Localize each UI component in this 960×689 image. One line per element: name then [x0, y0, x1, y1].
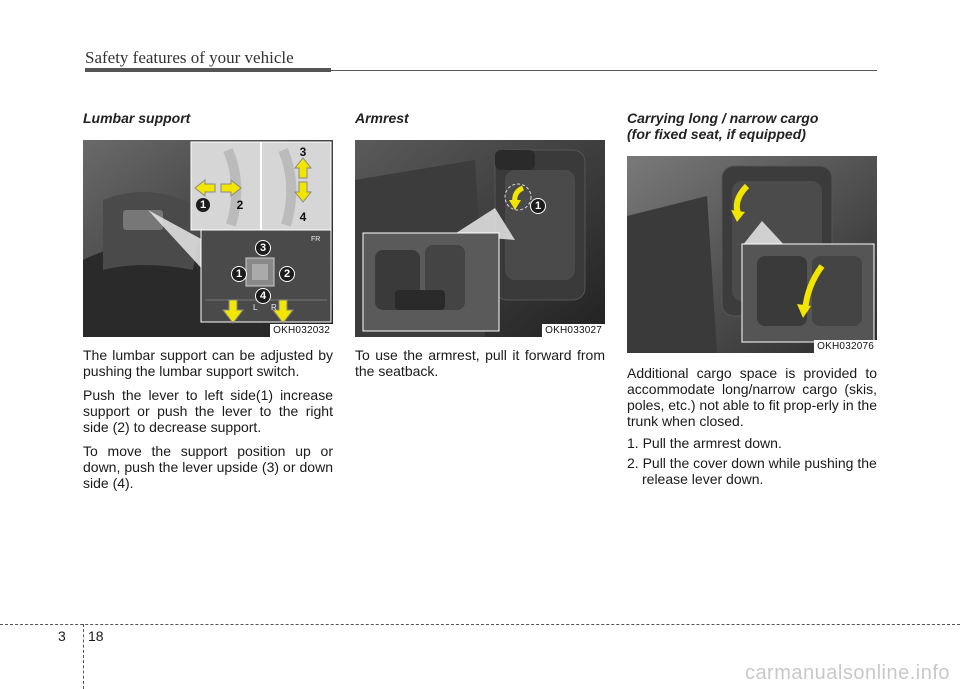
- lumbar-support-illustration: [83, 140, 333, 337]
- paragraph: The lumbar support can be adjusted by pushing the lumbar support switch.: [83, 347, 333, 379]
- footer-divider: [83, 624, 84, 689]
- section-title: Lumbar support: [83, 110, 191, 126]
- section-title-line2: (for fixed seat, if equipped): [627, 126, 806, 142]
- section-carrying-long-cargo: [627, 110, 877, 491]
- list-item: 1. Pull the armrest down.: [627, 435, 782, 451]
- list-item: 2. Pull the cover down while pushing the release lever down.: [627, 455, 877, 487]
- figure-code: OKH033027: [542, 324, 605, 337]
- paragraph: Additional cargo space is provided to accommodate long/narrow cargo (skis, poles, etc.) not able to fit prop-erly in the trunk when closed.: [627, 365, 877, 429]
- switch-label-l: L: [253, 303, 258, 312]
- armrest-figure: [355, 140, 605, 337]
- callout-2-top: 2: [236, 198, 244, 212]
- paragraph: To move the support position up or down, push the lever upside (3) or down side (4).: [83, 443, 333, 491]
- figure-code: OKH032032: [270, 324, 333, 337]
- chapter-number: 3: [58, 628, 66, 644]
- watermark: carmanualsonline.info: [744, 662, 950, 684]
- armrest-illustration: [355, 140, 605, 337]
- callout-4-switch: 4: [255, 288, 271, 304]
- footer-rule: [0, 624, 960, 625]
- switch-label-fr: FR: [311, 236, 321, 243]
- figure-code: OKH032076: [814, 340, 877, 353]
- page-number: 18: [88, 628, 104, 644]
- lumbar-support-figure: [83, 140, 333, 337]
- callout-3-top: 3: [299, 145, 307, 159]
- callout-1-top: 1: [196, 198, 210, 212]
- switch-label-r: R: [271, 303, 277, 312]
- section-lumbar-support: [83, 110, 333, 491]
- paragraph: To use the armrest, pull it forward from the seatback.: [355, 347, 605, 379]
- callout-2-switch: 2: [279, 266, 295, 282]
- cargo-illustration: [627, 156, 877, 353]
- steps-list: [627, 435, 877, 487]
- callout-1: 1: [530, 198, 546, 214]
- section-title: Armrest: [355, 110, 409, 126]
- page-header-title: Safety features of your vehicle: [85, 48, 294, 67]
- callout-1-switch: 1: [231, 266, 247, 282]
- paragraph: Push the lever to left side(1) increase support or push the lever to the right side (2) to decrease support.: [83, 387, 333, 435]
- header-rule-thin: [331, 70, 877, 71]
- section-title-line1: Carrying long / narrow cargo: [627, 110, 819, 126]
- section-armrest: [355, 110, 605, 379]
- callout-3-switch: 3: [255, 240, 271, 256]
- cargo-figure: [627, 156, 877, 353]
- header-rule-thick: [85, 68, 331, 72]
- callout-4-top: 4: [299, 210, 307, 224]
